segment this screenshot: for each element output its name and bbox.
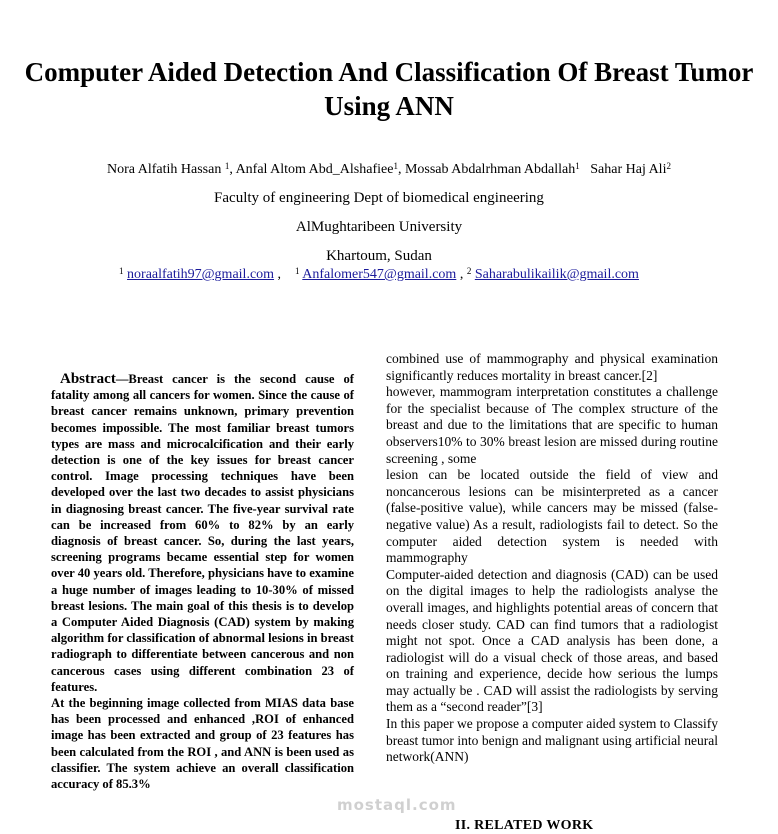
email-link[interactable]: noraalfatih97@gmail.com bbox=[127, 267, 275, 282]
author-separator: , bbox=[229, 162, 236, 177]
body-paragraph: however, mammogram interpretation constitutes a challenge for the specialist because of The complex structure of the breast and due to the limitations that are specific to human observers10% to 30% breast lesion are missed during routine screening , some bbox=[386, 384, 718, 466]
affiliation-university: AlMughtaribeen University bbox=[295, 219, 463, 235]
email-mark: 1 bbox=[295, 266, 300, 276]
author-name: Nora Alfatih Hassan bbox=[107, 162, 225, 177]
email-link[interactable]: Anfalomer547@gmail.com bbox=[302, 267, 457, 282]
affiliation-mark: 1 bbox=[575, 161, 580, 171]
abstract-heading: Abstract bbox=[60, 371, 116, 387]
body-paragraph: In this paper we propose a computer aided system to Classify breast tumor into benign and malignant using artificial neural network(ANN) bbox=[386, 716, 718, 765]
email-list bbox=[0, 266, 758, 284]
abstract-dash: — bbox=[115, 372, 129, 386]
author-separator bbox=[580, 162, 591, 177]
author-separator: , bbox=[397, 162, 405, 177]
body-paragraph: Computer-aided detection and diagnosis (CAD) can be used on the digital images to help the radiologists analyse the overall images, and highlights potential areas of concern that needs closer study. CAD can find tumors that a radiologist might not spot. Once a CAD analysis has been done, a radiologist will do a visual check of those areas, and based on training and experience, decide how serious the lumps may actually be . CAD will assist the radiologists by serving them as a “second reader”[3] bbox=[386, 566, 718, 715]
email-mark: 2 bbox=[466, 266, 472, 276]
author-list bbox=[0, 161, 778, 179]
section-heading: II. RELATED WORK bbox=[455, 818, 594, 833]
author-name: Anfal Altom Abd_Alshafiee bbox=[235, 162, 394, 177]
author-name: Sahar Haj Ali bbox=[590, 162, 667, 177]
email-mark: 1 bbox=[119, 266, 124, 276]
abstract-text-2: At the beginning image collected from MIAS data base has been processed and enhanced ,ROI of enhanced image has been extracted and group of 23 features has been calculated from the ROI , and ANN is been used as classifier. The system achieve an overall classification accuracy of 85.3% bbox=[51, 696, 354, 792]
abstract-text: Breast cancer is the second cause of fatality among all cancers for women. Since the cause of breast cancer remains unknown, primary prevention becomes impossible. The most familiar breast tumors types are mass and microcalcification and their early detection is one of the key issues for breast cancer control. Image processing techniques have been developed over the last two decades to assist physicians in diagnosing breast cancer. The five-year survival rate can be increased from 60% to 82% by an early diagnosis of breast cancer. So, during the last years, screening programs became essential step for women over 40 years old. Therefore, physicians have to examine a huge number of images leading to 10-30% of missed breast lesions. The main goal of this thesis is to develop a Computer Aided Diagnosis (CAD) system by making algorithm for classification of abnormal lesions in breast radiograph to differentiate between cancerous and non cancerous cases using different combination 23 of features. bbox=[51, 372, 354, 694]
intro-column bbox=[386, 351, 718, 766]
email-separator: , bbox=[456, 267, 467, 282]
paper-title: Computer Aided Detection And Classification Of Breast Tumor Using ANN bbox=[24, 57, 754, 121]
author-name: Mossab Abdalrhman Abdallah bbox=[404, 162, 576, 177]
affiliation-mark: 1 bbox=[224, 161, 230, 171]
affiliation-department: Faculty of engineering Dept of biomedical engineering bbox=[214, 190, 544, 206]
watermark-text: mostaql.com bbox=[337, 796, 457, 814]
email-separator: , bbox=[274, 267, 296, 282]
abstract-column bbox=[51, 371, 354, 792]
email-link[interactable]: Saharabulikailik@gmail.com bbox=[474, 267, 639, 282]
affiliation-mark: 2 bbox=[666, 161, 671, 171]
body-paragraph: lesion can be located outside the field of view and noncancerous lesions can be misinterpreted as a cancer (false-positive value), while cancers may be missed (false-negative value) As a result, radiologists fail to detect. So the computer aided detection system is needed with mammography bbox=[386, 467, 718, 566]
body-paragraph: combined use of mammography and physical examination significantly reduces mortality in breast cancer.[2] bbox=[386, 351, 718, 383]
affiliation-mark: 1 bbox=[393, 161, 398, 171]
affiliation-location: Khartoum, Sudan bbox=[326, 248, 432, 264]
